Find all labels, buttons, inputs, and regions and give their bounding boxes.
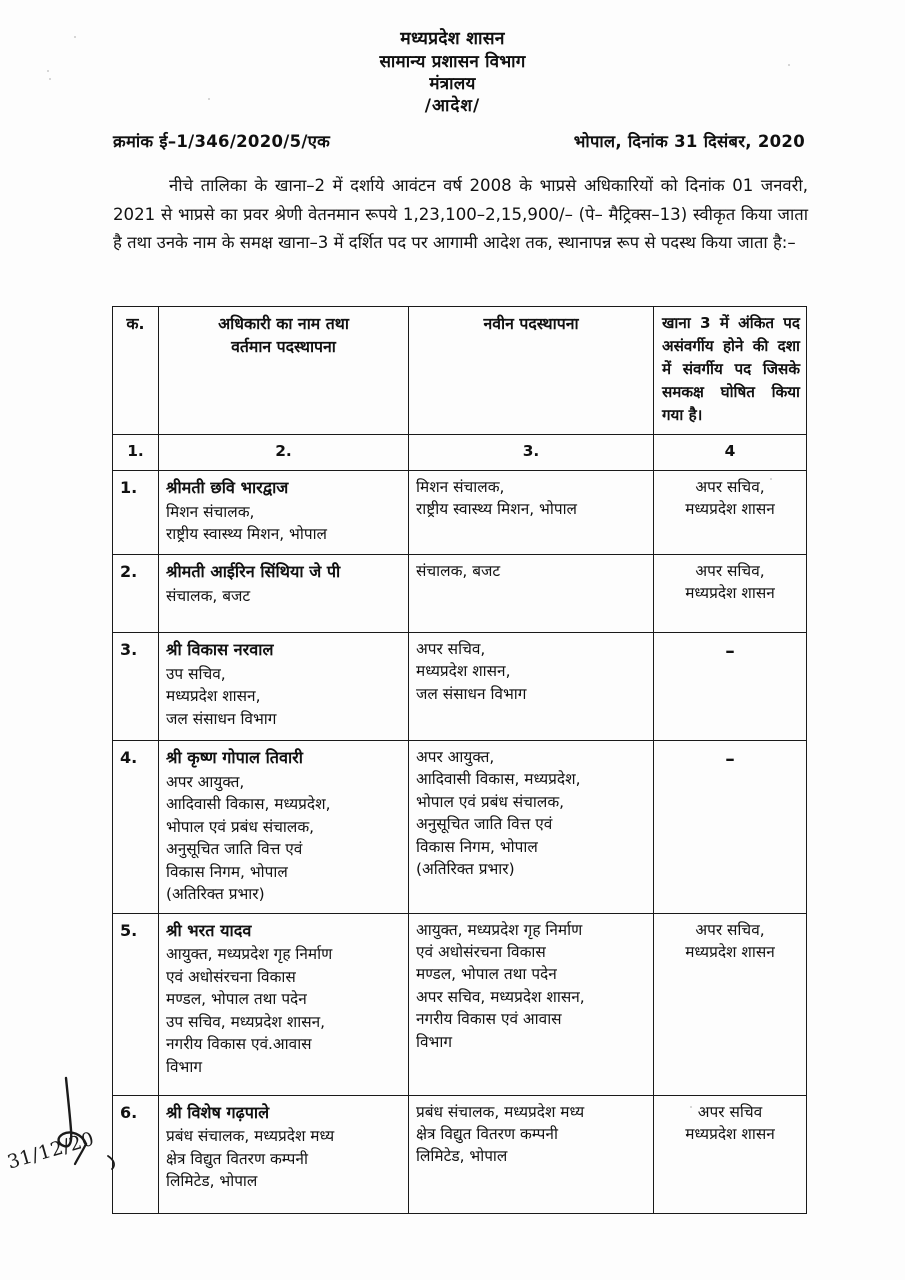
new-posting-line: अपर आयुक्त, (416, 747, 495, 766)
row-equivalent-post: – (654, 632, 807, 740)
equivalent-line: मध्यप्रदेश शासन (685, 584, 775, 603)
header-cell-name-current (159, 307, 409, 435)
new-posting-line: राष्ट्रीय स्वास्थ्य मिशन, भोपाल (416, 500, 577, 519)
table-row (113, 554, 807, 632)
current-posting-line: जल संसाधन विभाग (166, 709, 277, 728)
row-equivalent-post (654, 470, 807, 554)
table-header-row (113, 307, 807, 435)
current-posting-line: संचालक, बजट (166, 586, 251, 605)
new-posting-line: क्षेत्र विद्युत वितरण कम्पनी (416, 1125, 558, 1143)
row-officer-current (159, 913, 409, 1095)
new-posting-line: विकास निगम, भोपाल (416, 837, 538, 856)
government-name: मध्यप्रदेश शासन (400, 29, 505, 49)
header-cell-new-posting: नवीन पदस्थापना (409, 307, 654, 435)
row-equivalent-post: – (654, 740, 807, 913)
current-posting-line: उप सचिव, (166, 664, 226, 683)
row-new-posting (409, 470, 654, 554)
row-new-posting (409, 1095, 654, 1213)
row-serial: 5. (113, 913, 159, 1095)
row-equivalent-post (654, 913, 807, 1095)
equivalent-line: मध्यप्रदेश शासन (685, 500, 775, 519)
current-posting-line: नगरीय विकास एवं.आवास (166, 1035, 312, 1054)
table-row (113, 1095, 807, 1213)
current-posting-line: विकास निगम, भोपाल (166, 862, 288, 881)
reference-number: क्रमांक ई–1/346/2020/5/एक (113, 132, 331, 152)
new-posting-line: अनुसूचित जाति वित्त एवं (416, 815, 553, 834)
new-posting-line: लिमिटेड, भोपाल (416, 1147, 508, 1166)
column-number-3: 3. (409, 435, 654, 470)
paragraph-text: नीचे तालिका के खाना–2 में दर्शाये आवंटन वर्ष 2008 के भाप्रसे अधिकारियों को दिनांक 01 जनवरी, 2021 से भाप्रसे का प्रवर श्रेणी वेतनमान रूपये 1,23,100–2,15,900/– (पे– मैट्रिक्स–13) स्वीकृत किया जाता है तथा उनके नाम के समक्ष खाना–3 में दर्शित पद पर आगामी आदेश तक, स्थानापन्न रूप से पदस्थ किया जाता है:– (113, 176, 808, 253)
row-serial: 6. (113, 1095, 159, 1213)
scan-speck (49, 78, 51, 80)
new-posting-line: मण्डल, भोपाल तथा पदेन (416, 965, 557, 984)
officer-name: श्रीमती छवि भारद्वाज (166, 477, 289, 497)
scan-speck (74, 36, 76, 38)
current-posting-line: भोपाल एवं प्रबंध संचालक, (166, 817, 315, 836)
column-number-4: 4 (654, 435, 807, 470)
current-posting-line: अपर आयुक्त, (166, 772, 245, 791)
table-row (113, 913, 807, 1095)
equivalent-line: मध्यप्रदेश शासन (685, 943, 775, 961)
signature-date: 31/12/20 (4, 1127, 97, 1174)
current-posting-line: क्षेत्र विद्युत वितरण कम्पनी (166, 1149, 308, 1168)
current-posting-line: आयुक्त, मध्यप्रदेश गृह निर्माण (166, 945, 333, 964)
row-equivalent-post (654, 1095, 807, 1213)
officer-name: श्री विशेष गढ़पाले (166, 1102, 270, 1122)
reference-row (0, 129, 905, 152)
current-posting-line: लिमिटेड, भोपाल (166, 1172, 258, 1191)
officers-table-wrapper (112, 306, 806, 1214)
row-serial: 1. (113, 470, 159, 554)
header-name-line1: अधिकारी का नाम तथा (218, 314, 349, 333)
current-posting-line: एवं अधोसंरचना विकास (166, 967, 296, 986)
officers-table (112, 306, 807, 1214)
row-serial: 4. (113, 740, 159, 913)
new-posting-line: प्रबंध संचालक, मध्यप्रदेश मध्य (416, 1102, 585, 1121)
current-posting-line: अनुसूचित जाति वित्त एवं (166, 840, 303, 859)
new-posting-line: अपर सचिव, (416, 639, 486, 658)
header-name-line2: वर्तमान पदस्थापना (231, 337, 336, 357)
new-posting-line: नगरीय विकास एवं आवास (416, 1010, 562, 1029)
new-posting-line: संचालक, बजट (416, 561, 501, 580)
new-posting-line: एवं अधोसंरचना विकास (416, 943, 546, 961)
row-officer-current (159, 1095, 409, 1213)
row-officer-current (159, 740, 409, 913)
current-posting-line: मण्डल, भोपाल तथा पदेन (166, 990, 307, 1009)
new-posting-line: भोपाल एवं प्रबंध संचालक, (416, 792, 565, 811)
row-new-posting (409, 913, 654, 1095)
current-posting-line: मध्यप्रदेश शासन, (166, 687, 261, 706)
new-posting-line: (अतिरिक्त प्रभार) (416, 860, 515, 879)
officer-name: श्री विकास नरवाल (166, 639, 274, 659)
officer-name: श्रीमती आईरिन सिंथिया जे पी (166, 561, 341, 581)
current-posting-line: आदिवासी विकास, मध्यप्रदेश, (166, 795, 331, 814)
row-new-posting (409, 554, 654, 632)
equivalent-line: मध्यप्रदेश शासन (685, 1125, 775, 1143)
officer-name: श्री कृष्ण गोपाल तिवारी (166, 747, 304, 767)
row-serial: 2. (113, 554, 159, 632)
scan-speck (47, 70, 49, 72)
place-and-date: भोपाल, दिनांक 31 दिसंबर, 2020 (573, 132, 805, 152)
new-posting-line: मिशन संचालक, (416, 477, 505, 496)
equivalent-line: अपर सचिव, (695, 477, 765, 496)
new-posting-line: जल संसाधन विभाग (416, 684, 527, 703)
new-posting-line: मध्यप्रदेश शासन, (416, 662, 511, 681)
table-row (113, 632, 807, 740)
new-posting-line: विभाग (416, 1032, 453, 1051)
row-equivalent-post (654, 554, 807, 632)
new-posting-line: आयुक्त, मध्यप्रदेश गृह निर्माण (416, 920, 583, 939)
header-cell-equivalent-post: खाना 3 में अंकित पद असंवर्गीय होने की दशा में संवर्गीय पद जिसके समकक्ष घोषित किया गया है। (654, 307, 807, 435)
secretariat-name: मंत्रालय (429, 73, 476, 94)
row-serial: 3. (113, 632, 159, 740)
row-new-posting (409, 740, 654, 913)
scan-speck (208, 98, 210, 100)
officer-name: श्री भरत यादव (166, 920, 252, 940)
current-posting-line: राष्ट्रीय स्वास्थ्य मिशन, भोपाल (166, 525, 327, 544)
table-column-number-row (113, 435, 807, 470)
new-posting-line: आदिवासी विकास, मध्यप्रदेश, (416, 770, 581, 789)
row-officer-current (159, 554, 409, 632)
row-new-posting (409, 632, 654, 740)
order-label: /आदेश/ (424, 95, 481, 116)
equivalent-line: अपर सचिव, (695, 561, 765, 580)
document-header (0, 0, 905, 117)
order-body-paragraph (113, 172, 808, 258)
table-row (113, 470, 807, 554)
table-row (113, 740, 807, 913)
column-number-1: 1. (113, 435, 159, 470)
row-officer-current (159, 470, 409, 554)
current-posting-line: उप सचिव, मध्यप्रदेश शासन, (166, 1012, 326, 1031)
current-posting-line: मिशन संचालक, (166, 502, 255, 521)
current-posting-line: प्रबंध संचालक, मध्यप्रदेश मध्य (166, 1127, 335, 1146)
row-officer-current (159, 632, 409, 740)
current-posting-line: (अतिरिक्त प्रभार) (166, 885, 265, 904)
equivalent-line: अपर सचिव (697, 1102, 763, 1121)
new-posting-line: अपर सचिव, मध्यप्रदेश शासन, (416, 987, 585, 1006)
scan-speck (788, 64, 790, 66)
column-number-2: 2. (159, 435, 409, 470)
current-posting-line: विभाग (166, 1057, 203, 1076)
header-cell-serial: क. (113, 307, 159, 435)
department-name: सामान्य प्रशासन विभाग (379, 51, 526, 72)
equivalent-line: अपर सचिव, (695, 920, 765, 939)
